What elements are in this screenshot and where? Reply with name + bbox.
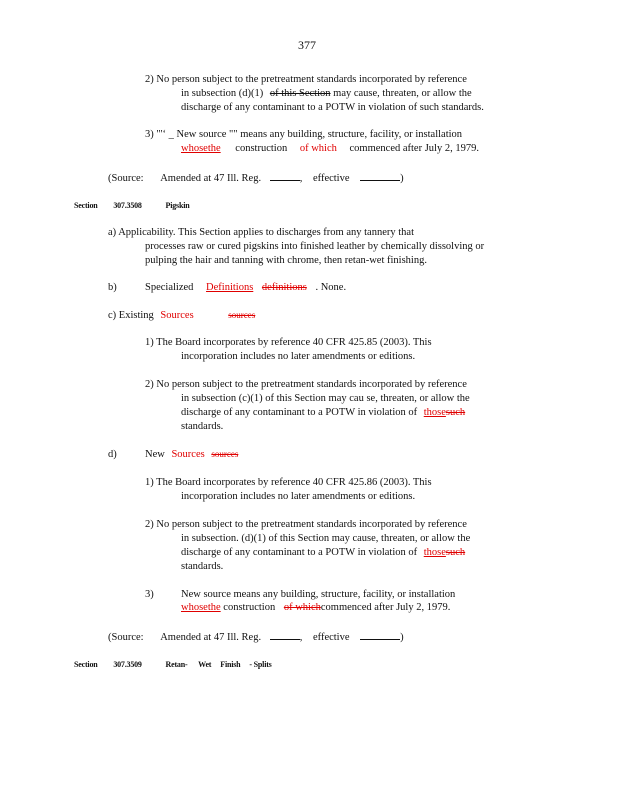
- top-source-note: (Source: Amended at 47 Ill. Reg. , effective ): [108, 173, 404, 184]
- top-item3-line2: [181, 143, 479, 154]
- section-3508-d3-line2: [181, 602, 450, 613]
- section-3508-label: Section: [74, 201, 98, 210]
- section-3508-d2-red-b: such: [445, 547, 466, 558]
- section-3508-d3-red-a: whosethe: [181, 602, 221, 613]
- section-3508-source-prefix: (Source:: [108, 632, 144, 643]
- section-3508-c2-red-a: those: [423, 407, 446, 418]
- section-3508-heading: [74, 201, 189, 210]
- section-3508-b-text: Specialized: [145, 282, 194, 293]
- section-3509-label: Section: [74, 660, 98, 669]
- section-3508-c2-red-b: such: [445, 407, 466, 418]
- section-3508-d1-line1: 1) The Board incorporates by reference 40 CFR 425.86 (2003). This: [145, 477, 432, 488]
- section-3508-d-label: d): [108, 449, 117, 460]
- top-item2-line1: 2) No person subject to the pretreatment standards incorporated by reference: [145, 74, 467, 85]
- section-3508-d2-line2: in subsection. (d)(1) of this Section may cause, threaten, or allow the: [181, 533, 471, 544]
- section-3508-a-line1: a) Applicability. This Section applies to discharges from any tannery that: [108, 227, 414, 238]
- section-3508-d2-line3: [181, 547, 465, 558]
- section-3508-source-note: (Source: Amended at 47 Ill. Reg. , effective ): [108, 632, 404, 643]
- section-3508-d3-line1: New source means any building, structure, facility, or installation: [181, 589, 456, 600]
- section-3508-number: 307.3508: [113, 201, 142, 210]
- section-3508-d2-line1: 2) No person subject to the pretreatment standards incorporated by reference: [145, 519, 467, 530]
- section-3508-d3-label: 3): [145, 589, 154, 600]
- top-item3-mid: construction: [235, 143, 288, 154]
- section-3508-c2-line3a: discharge of any contaminant to a POTW in violation of: [181, 407, 418, 418]
- section-3508-d2-line4: standards.: [181, 561, 224, 572]
- section-3508-b-end: . None.: [315, 282, 347, 293]
- section-3508-c-label: c) Existing: [108, 310, 154, 321]
- section-3508-a-line3: pulping the hair and tanning with chrome, then retan-wet finishing.: [145, 255, 427, 266]
- top-item2-strike: of this Section: [269, 88, 331, 99]
- section-3508-c2-line2: in subsection (c)(1) of this Section may cau se, threaten, or allow the: [181, 393, 470, 404]
- section-3508-d-line: [145, 449, 238, 460]
- section-3508-b-red-strike: definitions: [261, 282, 307, 293]
- section-3508-c2-line4: standards.: [181, 421, 224, 432]
- section-3508-title: Pigskin: [165, 201, 190, 210]
- top-item2-line2b: may cause, threaten, or allow the: [333, 88, 472, 99]
- top-item2-line2: [181, 88, 472, 99]
- section-3508-c1-line2: incorporation includes no later amendments or editions.: [181, 351, 416, 362]
- section-3508-c1-line1: 1) The Board incorporates by reference 40 CFR 425.85 (2003). This: [145, 337, 432, 348]
- section-3508-source-amended: Amended at 47 Ill. Reg.: [160, 632, 262, 643]
- top-source-effective: effective: [312, 173, 350, 184]
- section-3508-c2-line3: [181, 407, 465, 418]
- top-item3-red-a: whosethe: [181, 143, 221, 154]
- section-3508-source-reg-blank: [270, 630, 300, 640]
- section-3509-heading: [74, 660, 272, 669]
- top-source-amended: Amended at 47 Ill. Reg.: [160, 173, 262, 184]
- section-3508-b-red-under: Definitions: [206, 282, 254, 293]
- section-3509-title: Retan- Wet Finish - Splits: [165, 660, 272, 669]
- section-3508-a-line2: processes raw or cured pigskins into finished leather by chemically dissolving or: [145, 241, 485, 252]
- section-3508-c-red-strike: sources: [228, 310, 256, 320]
- section-3508-source-effective: effective: [312, 632, 350, 643]
- top-source-reg-blank: [270, 171, 300, 181]
- section-3508-d3-end: commenced after July 2, 1979.: [320, 602, 451, 613]
- section-3508-c2-line1: 2) No person subject to the pretreatment standards incorporated by reference: [145, 379, 467, 390]
- top-item3-end: commenced after July 2, 1979.: [349, 143, 479, 154]
- section-3508-b-label: b): [108, 282, 117, 293]
- top-item2-line2a: in subsection (d)(1): [181, 88, 264, 99]
- page-number: 377: [298, 38, 316, 52]
- section-3508-c-line: [108, 310, 255, 321]
- section-3508-d-red: Sources: [171, 449, 205, 460]
- top-source-effective-blank: [360, 171, 400, 181]
- top-source-prefix: (Source:: [108, 173, 144, 184]
- section-3508-b-line: [145, 282, 346, 293]
- section-3508-d3-red-b: of which: [283, 602, 321, 613]
- top-item2-line3: discharge of any contaminant to a POTW in violation of such standards.: [181, 102, 484, 113]
- top-item3-red-b: of which: [299, 143, 337, 154]
- section-3509-number: 307.3509: [113, 660, 142, 669]
- section-3508-c-red: Sources: [160, 310, 194, 321]
- section-3508-d-red-strike: sources: [211, 449, 239, 459]
- top-item3-line1: 3) "'‘ _ New source "" means any building, structure, facility, or installation: [145, 129, 463, 140]
- section-3508-source-effective-blank: [360, 630, 400, 640]
- section-3508-d1-line2: incorporation includes no later amendments or editions.: [181, 491, 416, 502]
- section-3508-d2-red-a: those: [423, 547, 446, 558]
- section-3508-d3-mid: construction: [223, 602, 276, 613]
- section-3508-d2-line3a: discharge of any contaminant to a POTW in violation of: [181, 547, 418, 558]
- section-3508-d-text: New: [145, 449, 165, 460]
